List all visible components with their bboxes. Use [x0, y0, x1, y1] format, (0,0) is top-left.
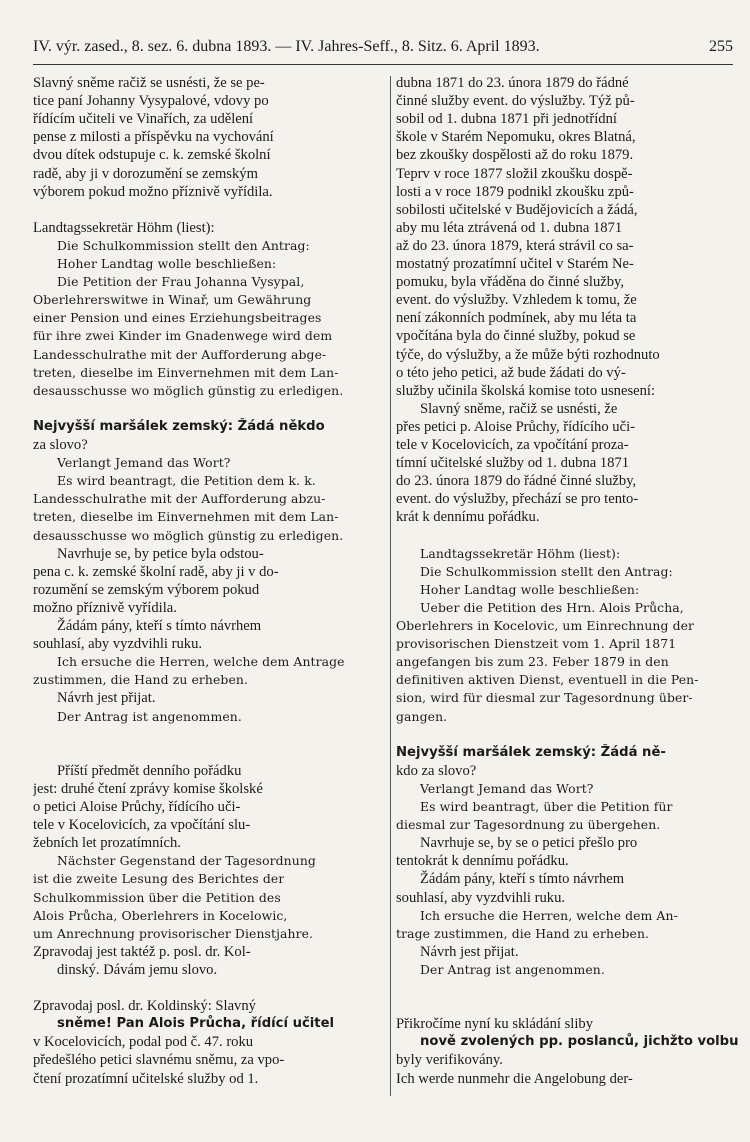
right-text-line: Verlangt Jemand das Wort? — [420, 780, 594, 796]
left-text-line: Alois Průcha, Oberlehrers in Kocelowic, — [33, 907, 288, 923]
left-text-line: einer Pension und eines Erziehungsbeitrages — [33, 310, 322, 326]
column-divider — [390, 76, 391, 1096]
right-text-line: Hoher Landtag wolle beschließen: — [420, 581, 640, 597]
left-text-line: pense z milosti a příspěvku na vychování — [33, 129, 274, 146]
right-text-line: Nejvyšší maršálek zemský: Žádá ně- — [396, 744, 666, 760]
left-text-line: Slavný sněme račiž se usnésti, že se pe- — [33, 75, 265, 91]
left-text-line: souhlasí, aby vyzdvihli ruku. — [33, 636, 203, 653]
left-text-line: Landtagssekretär Höhm (liest): — [33, 219, 215, 236]
left-text-line: Die Schulkommission stellt den Antrag: — [57, 237, 310, 253]
left-text-line: zustimmen, die Hand zu erheben. — [33, 672, 249, 688]
right-text-line: vpočítána byla do činné služby, pokud se — [396, 328, 636, 345]
left-text-line: tice paní Johanny Vysypalové, vdovy po — [33, 93, 269, 110]
left-text-line: Návrh jest přijat. — [57, 690, 156, 707]
left-text-line: dvou dítek odstupuje c. k. zemské školní — [33, 147, 271, 164]
right-text-line: trage zustimmen, die Hand zu erheben. — [396, 925, 650, 941]
right-text-line: sion, wird für diesmal zur Tagesordnung über- — [396, 690, 693, 706]
right-text-line: Slavný sněme, račiž se usnésti, že — [420, 400, 618, 417]
right-text-line: Die Schulkommission stellt den Antrag: — [420, 563, 673, 579]
left-text-line: treten, dieselbe im Einvernehmen mit dem Lan- — [33, 509, 339, 525]
right-text-line: do 23. února 1879 do řádné činné služby, — [396, 473, 637, 490]
right-text-line: Es wird beantragt, über die Petition für — [420, 799, 673, 814]
left-text-line: předešlého petici slavnému sněmu, za vpo- — [33, 1052, 285, 1069]
right-text-line: mostatný prozatímní učitel v Starém Ne- — [396, 256, 634, 272]
right-text-line: činné služby event. do výslužby. Týž pů- — [396, 93, 635, 110]
right-text-line: event. do výslužby. Vzhledem k tomu, že — [396, 292, 637, 309]
left-text-line: tele v Kocelovicích, za vpočítání slu- — [33, 817, 251, 834]
left-text-line: Zpravodaj posl. dr. Koldinský: Slavný — [33, 998, 256, 1015]
right-text-line: Ich werde nunmehr die Angelobung der- — [396, 1070, 633, 1087]
right-text-line: Der Antrag ist angenommen. — [420, 961, 605, 977]
right-text-line: krát k dennímu pořádku. — [396, 509, 540, 526]
left-text-line: für ihre zwei Kinder im Gnadenwege wird dem — [33, 328, 333, 344]
left-text-line: žebních let prozatímních. — [33, 835, 181, 852]
left-text-line: sněme! Pan Alois Průcha, řídící učitel — [57, 1016, 335, 1032]
right-text-line: Návrh jest přijat. — [420, 943, 519, 960]
left-text-line: dinský. Dávám jemu slovo. — [57, 961, 218, 978]
right-text-line: diesmal zur Tagesordnung zu übergehen. — [396, 817, 661, 833]
left-text-line: treten, dieselbe im Einvernehmen mit dem Lan- — [33, 364, 339, 380]
right-text-line: pomuku, byla vřáděna do činné služby, — [396, 274, 625, 291]
left-text-line: Die Petition der Frau Johanna Vysypal, — [57, 274, 305, 290]
right-text-line: Přikročíme nyní ku skládání sliby — [396, 1016, 593, 1033]
right-text-line: škole v Starém Nepomuku, okres Blatná, — [396, 129, 636, 146]
right-text-line: angefangen bis zum 23. Feber 1879 in den — [396, 654, 669, 670]
left-text-line: pena c. k. zemské školní radě, aby ji v do- — [33, 563, 279, 580]
left-text-line: Landesschulrathe mit der Aufforderung abzu- — [33, 491, 326, 507]
left-text-line: Ich ersuche die Herren, welche dem Antrage — [57, 654, 345, 670]
right-text-line: tentokrát k dennímu pořádku. — [396, 853, 569, 870]
right-text-line: není zákonních podmínek, aby mu léta ta — [396, 310, 637, 327]
right-text-line: Landtagssekretär Höhm (liest): — [420, 545, 621, 561]
right-text-line: byly verifikovány. — [396, 1052, 503, 1069]
right-text-line: nově zvolených pp. poslanců, jichžto volbu — [420, 1034, 739, 1050]
left-text-line: ist die zweite Lesung des Berichtes der — [33, 871, 285, 887]
left-text-line: řídícím učiteli ve Vinařích, za udělení — [33, 111, 254, 128]
right-text-line: Ueber die Petition des Hrn. Alois Průcha, — [420, 599, 684, 615]
left-text-line: um Anrechnung provisorischer Dienstjahre. — [33, 925, 314, 941]
left-text-line: v Kocelovicích, podal pod č. 47. roku — [33, 1034, 254, 1051]
left-text-line: desausschusse wo möglich günstig zu erledigen. — [33, 527, 344, 543]
left-text-line: Žádám pány, kteří s tímto návrhem — [57, 618, 262, 634]
left-text-line: Nejvyšší maršálek zemský: Žádá někdo — [33, 418, 325, 434]
right-text-line: event. do výslužby, přechází se pro tento- — [396, 491, 639, 508]
left-text-line: Zpravodaj jest taktéž p. posl. dr. Kol- — [33, 943, 251, 960]
right-text-line: týče, do výslužby, a že může býti rozhodnuto — [396, 346, 660, 363]
right-text-line: dubna 1871 do 23. února 1879 do řádné — [396, 75, 629, 91]
left-text-line: výborem pokud možno příznivě vyřídila. — [33, 183, 273, 200]
right-text-line: přes petici p. Aloise Průchy, řídícího uči- — [396, 418, 635, 435]
left-text-line: Landesschulrathe mit der Aufforderung abge- — [33, 346, 327, 362]
left-text-line: Navrhuje se, by petice byla odstou- — [57, 545, 264, 562]
right-text-line: souhlasí, aby vyzdvihli ruku. — [396, 889, 566, 906]
left-text-line: Verlangt Jemand das Wort? — [57, 455, 231, 471]
right-text-line: Žádám pány, kteří s tímto návrhem — [420, 871, 625, 888]
left-text-line: čtení prozatímní učitelské služby od 1. — [33, 1070, 259, 1087]
left-text-line: Příští předmět denního pořádku — [57, 762, 242, 779]
right-text-line: losti a v roce 1879 podnikl zkoušku způ- — [396, 183, 634, 200]
right-text-line: Ich ersuche die Herren, welche dem An- — [420, 907, 678, 923]
left-text-line: o petici Aloise Průchy, řídícího uči- — [33, 799, 241, 815]
right-text-line: tímní učitelské služby od 1. dubna 1871 — [396, 455, 630, 472]
left-text-line: rozumění se zemským výborem pokud — [33, 581, 260, 598]
right-text-line: definitiven aktiven Dienst, eventuell in die Pen- — [396, 672, 699, 688]
right-text-line: kdo za slovo? — [396, 762, 477, 779]
right-text-line: až do 23. února 1879, která strávil co sa- — [396, 237, 634, 254]
left-text-line: Der Antrag ist angenommen. — [57, 708, 242, 724]
right-text-line: tele v Kocelovicích, za vpočítání proza- — [396, 437, 629, 453]
left-text-line: Nächster Gegenstand der Tagesordnung — [57, 853, 316, 869]
left-text-line: za slovo? — [33, 437, 88, 453]
right-text-line: provisorischen Dienstzeit vom 1. April 1871 — [396, 636, 677, 652]
running-head: IV. výr. zased., 8. sez. 6. dubna 1893. — IV. Jahres-Seff., 8. Sitz. 6. April 1893. — [33, 38, 540, 55]
right-text-line: služby učinila školská komise toto usnesení: — [396, 382, 656, 399]
left-text-line: desausschusse wo möglich günstig zu erledigen. — [33, 382, 344, 398]
right-text-line: Teprv v roce 1877 složil zkoušku dospě- — [396, 165, 633, 182]
page-header — [33, 36, 733, 60]
left-text-line: Oberlehrerswitwe in Winař, um Gewährung — [33, 292, 312, 308]
right-text-line: sobilosti učitelské v Budějovicích a žádá, — [396, 201, 638, 218]
left-text-line: Schulkommission über die Petition des — [33, 889, 281, 905]
left-text-line: Es wird beantragt, die Petition dem k. k. — [57, 473, 316, 489]
left-text-line: radě, aby ji v dorozumění se zemským — [33, 165, 258, 182]
left-text-line: jest: druhé čtení zprávy komise školské — [33, 780, 263, 797]
right-text-line: aby mu léta ztrávená od 1. dubna 1871 — [396, 219, 623, 236]
right-text-line: sobil od 1. dubna 1871 při jednotřídní — [396, 111, 617, 128]
right-text-line: bez zkoušky dospělosti až do roku 1879. — [396, 147, 634, 164]
left-text-line: možno příznivě vyřídila. — [33, 599, 177, 616]
header-rule — [33, 64, 733, 65]
right-text-line: Navrhuje se, by se o petici přešlo pro — [420, 835, 638, 852]
right-text-line: Oberlehrers in Kocelovic, um Einrechnung der — [396, 618, 695, 633]
right-text-line: o této jeho petici, až bude žádati do vý- — [396, 364, 626, 381]
page-number: 255 — [709, 38, 733, 55]
left-text-line: Hoher Landtag wolle beschließen: — [57, 256, 277, 271]
right-text-line: gangen. — [396, 708, 448, 724]
